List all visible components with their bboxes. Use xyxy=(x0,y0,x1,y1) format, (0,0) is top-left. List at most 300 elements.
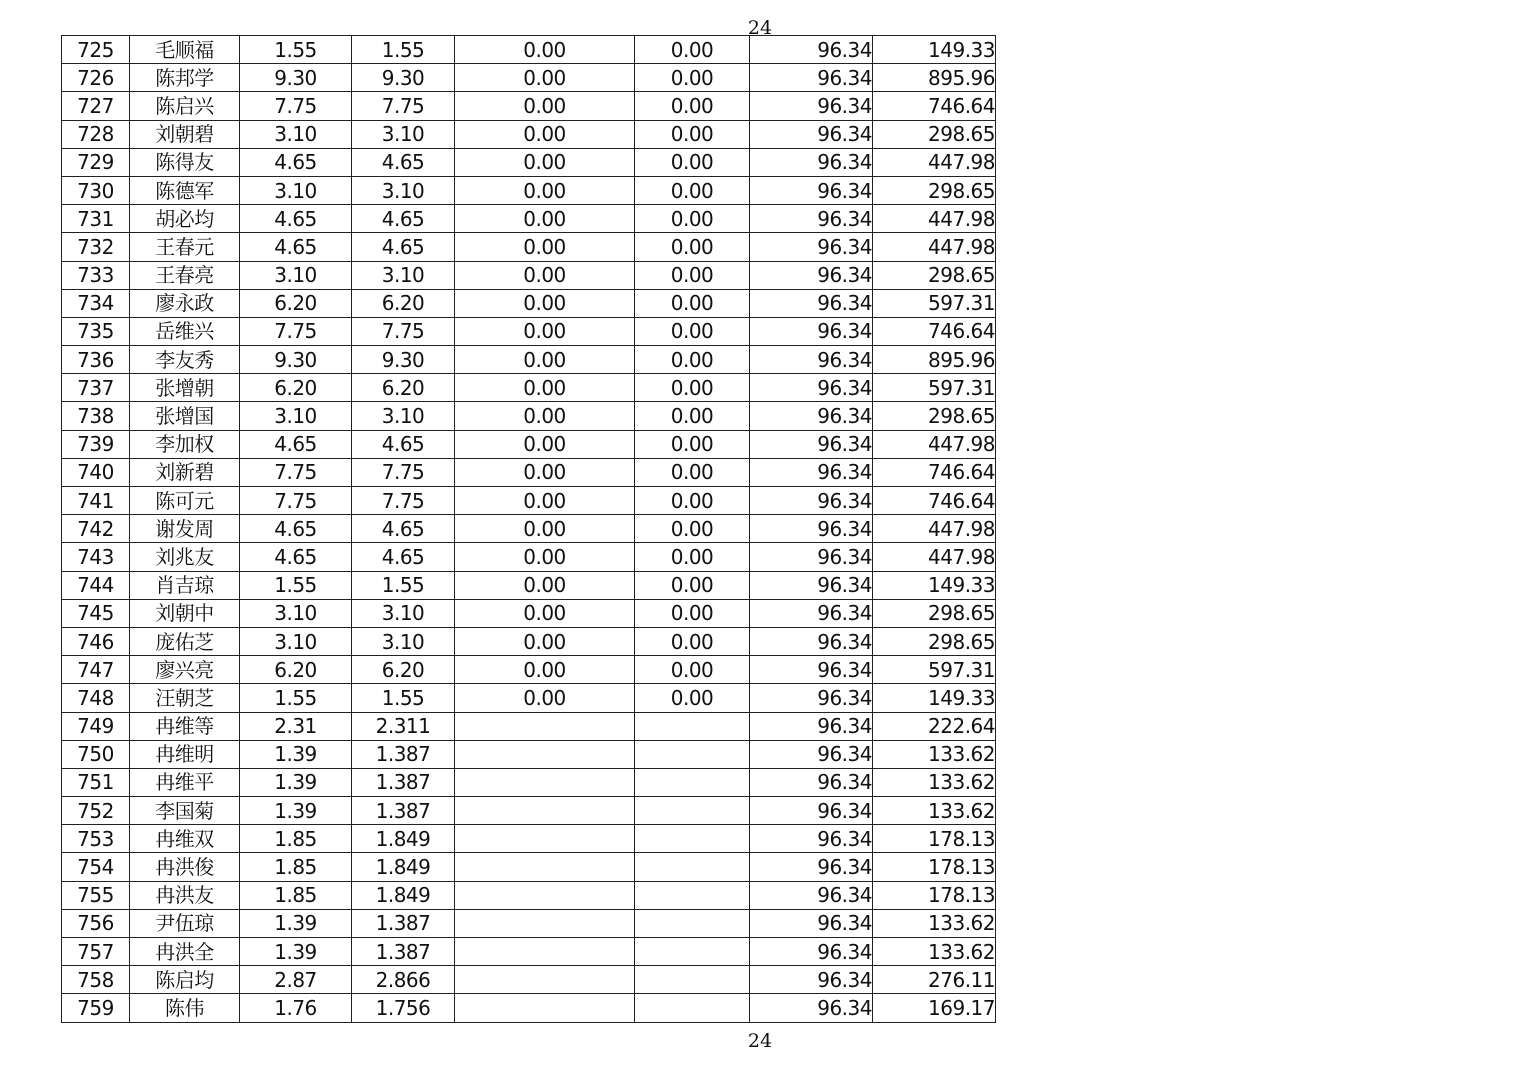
name-cell: 刘兆友 xyxy=(130,543,240,571)
row-number: 739 xyxy=(62,430,130,458)
rate-cell: 96.34 xyxy=(750,317,873,345)
value-cell-1: 1.85 xyxy=(240,825,352,853)
rate-cell: 96.34 xyxy=(750,205,873,233)
amount-cell: 178.13 xyxy=(873,881,996,909)
value-cell-3: 0.00 xyxy=(455,261,635,289)
value-cell-2: 3.10 xyxy=(352,261,455,289)
value-cell-4: 0.00 xyxy=(635,36,750,64)
rate-cell: 96.34 xyxy=(750,346,873,374)
value-cell-2: 4.65 xyxy=(352,430,455,458)
row-number: 757 xyxy=(62,938,130,966)
value-cell-4 xyxy=(635,994,750,1022)
value-cell-4 xyxy=(635,712,750,740)
amount-cell: 133.62 xyxy=(873,938,996,966)
value-cell-3: 0.00 xyxy=(455,599,635,627)
row-number: 732 xyxy=(62,233,130,261)
value-cell-2: 7.75 xyxy=(352,92,455,120)
table-row xyxy=(62,966,996,994)
amount-cell: 276.11 xyxy=(873,966,996,994)
row-number: 744 xyxy=(62,571,130,599)
value-cell-1: 1.55 xyxy=(240,36,352,64)
row-number: 731 xyxy=(62,205,130,233)
value-cell-3: 0.00 xyxy=(455,684,635,712)
value-cell-2: 4.65 xyxy=(352,233,455,261)
value-cell-2: 4.65 xyxy=(352,515,455,543)
value-cell-2: 3.10 xyxy=(352,627,455,655)
value-cell-1: 9.30 xyxy=(240,346,352,374)
value-cell-3: 0.00 xyxy=(455,515,635,543)
value-cell-4 xyxy=(635,881,750,909)
table-row xyxy=(62,205,996,233)
value-cell-1: 1.39 xyxy=(240,768,352,796)
value-cell-1: 3.10 xyxy=(240,120,352,148)
value-cell-1: 3.10 xyxy=(240,176,352,204)
value-cell-1: 6.20 xyxy=(240,374,352,402)
value-cell-3: 0.00 xyxy=(455,346,635,374)
rate-cell: 96.34 xyxy=(750,938,873,966)
value-cell-3: 0.00 xyxy=(455,656,635,684)
data-table xyxy=(61,35,996,1023)
table-row xyxy=(62,938,996,966)
name-cell: 冉洪俊 xyxy=(130,853,240,881)
value-cell-4: 0.00 xyxy=(635,430,750,458)
value-cell-2: 4.65 xyxy=(352,543,455,571)
value-cell-4: 0.00 xyxy=(635,374,750,402)
amount-cell: 169.17 xyxy=(873,994,996,1022)
rate-cell: 96.34 xyxy=(750,881,873,909)
value-cell-1: 7.75 xyxy=(240,487,352,515)
table-row xyxy=(62,176,996,204)
amount-cell: 895.96 xyxy=(873,346,996,374)
amount-cell: 447.98 xyxy=(873,233,996,261)
name-cell: 廖兴亮 xyxy=(130,656,240,684)
value-cell-1: 2.31 xyxy=(240,712,352,740)
amount-cell: 746.64 xyxy=(873,92,996,120)
row-number: 736 xyxy=(62,346,130,374)
table-row xyxy=(62,120,996,148)
value-cell-2: 1.55 xyxy=(352,684,455,712)
table-row xyxy=(62,712,996,740)
name-cell: 冉维平 xyxy=(130,768,240,796)
value-cell-2: 1.387 xyxy=(352,909,455,937)
value-cell-1: 1.85 xyxy=(240,881,352,909)
table-row xyxy=(62,853,996,881)
value-cell-1: 1.55 xyxy=(240,684,352,712)
table-row xyxy=(62,458,996,486)
value-cell-4: 0.00 xyxy=(635,599,750,627)
value-cell-1: 1.85 xyxy=(240,853,352,881)
row-number: 727 xyxy=(62,92,130,120)
amount-cell: 298.65 xyxy=(873,120,996,148)
table-row xyxy=(62,627,996,655)
table-row xyxy=(62,797,996,825)
value-cell-1: 6.20 xyxy=(240,656,352,684)
name-cell: 王春亮 xyxy=(130,261,240,289)
row-number: 740 xyxy=(62,458,130,486)
table-row xyxy=(62,994,996,1022)
value-cell-2: 6.20 xyxy=(352,656,455,684)
name-cell: 肖吉琼 xyxy=(130,571,240,599)
rate-cell: 96.34 xyxy=(750,656,873,684)
value-cell-4: 0.00 xyxy=(635,233,750,261)
value-cell-2: 3.10 xyxy=(352,176,455,204)
table-row xyxy=(62,148,996,176)
row-number: 753 xyxy=(62,825,130,853)
value-cell-3: 0.00 xyxy=(455,120,635,148)
value-cell-3: 0.00 xyxy=(455,402,635,430)
table-row xyxy=(62,346,996,374)
row-number: 755 xyxy=(62,881,130,909)
amount-cell: 298.65 xyxy=(873,176,996,204)
amount-cell: 178.13 xyxy=(873,825,996,853)
name-cell: 谢发周 xyxy=(130,515,240,543)
name-cell: 张增朝 xyxy=(130,374,240,402)
amount-cell: 746.64 xyxy=(873,317,996,345)
rate-cell: 96.34 xyxy=(750,233,873,261)
value-cell-2: 1.387 xyxy=(352,768,455,796)
value-cell-1: 1.76 xyxy=(240,994,352,1022)
table-body xyxy=(62,36,996,1023)
name-cell: 陈启均 xyxy=(130,966,240,994)
value-cell-3 xyxy=(455,881,635,909)
table-row xyxy=(62,374,996,402)
value-cell-1: 6.20 xyxy=(240,289,352,317)
value-cell-1: 1.39 xyxy=(240,909,352,937)
value-cell-4: 0.00 xyxy=(635,120,750,148)
name-cell: 胡必均 xyxy=(130,205,240,233)
value-cell-2: 3.10 xyxy=(352,120,455,148)
value-cell-4: 0.00 xyxy=(635,543,750,571)
value-cell-3: 0.00 xyxy=(455,458,635,486)
name-cell: 冉维明 xyxy=(130,740,240,768)
table-row xyxy=(62,233,996,261)
rate-cell: 96.34 xyxy=(750,374,873,402)
value-cell-1: 3.10 xyxy=(240,261,352,289)
value-cell-4 xyxy=(635,768,750,796)
value-cell-2: 3.10 xyxy=(352,599,455,627)
rate-cell: 96.34 xyxy=(750,599,873,627)
value-cell-2: 6.20 xyxy=(352,289,455,317)
value-cell-4 xyxy=(635,938,750,966)
value-cell-3: 0.00 xyxy=(455,64,635,92)
value-cell-3: 0.00 xyxy=(455,233,635,261)
value-cell-4 xyxy=(635,966,750,994)
value-cell-4 xyxy=(635,797,750,825)
rate-cell: 96.34 xyxy=(750,176,873,204)
amount-cell: 149.33 xyxy=(873,36,996,64)
table-row xyxy=(62,571,996,599)
rate-cell: 96.34 xyxy=(750,853,873,881)
value-cell-1: 7.75 xyxy=(240,317,352,345)
row-number: 737 xyxy=(62,374,130,402)
value-cell-4 xyxy=(635,740,750,768)
value-cell-2: 4.65 xyxy=(352,205,455,233)
name-cell: 刘朝中 xyxy=(130,599,240,627)
name-cell: 李友秀 xyxy=(130,346,240,374)
page-number-top: 24 xyxy=(747,17,773,39)
rate-cell: 96.34 xyxy=(750,64,873,92)
value-cell-4: 0.00 xyxy=(635,684,750,712)
value-cell-3: 0.00 xyxy=(455,148,635,176)
value-cell-1: 4.65 xyxy=(240,205,352,233)
rate-cell: 96.34 xyxy=(750,402,873,430)
value-cell-1: 3.10 xyxy=(240,402,352,430)
amount-cell: 133.62 xyxy=(873,909,996,937)
name-cell: 庞佑芝 xyxy=(130,627,240,655)
rate-cell: 96.34 xyxy=(750,740,873,768)
value-cell-3: 0.00 xyxy=(455,627,635,655)
row-number: 758 xyxy=(62,966,130,994)
table-row xyxy=(62,402,996,430)
value-cell-2: 9.30 xyxy=(352,64,455,92)
value-cell-4: 0.00 xyxy=(635,571,750,599)
amount-cell: 298.65 xyxy=(873,261,996,289)
table-row xyxy=(62,825,996,853)
page-number-bottom: 24 xyxy=(747,1030,773,1052)
row-number: 738 xyxy=(62,402,130,430)
row-number: 729 xyxy=(62,148,130,176)
name-cell: 陈邦学 xyxy=(130,64,240,92)
rate-cell: 96.34 xyxy=(750,92,873,120)
amount-cell: 178.13 xyxy=(873,853,996,881)
value-cell-3 xyxy=(455,797,635,825)
value-cell-1: 1.39 xyxy=(240,797,352,825)
row-number: 742 xyxy=(62,515,130,543)
name-cell: 冉维等 xyxy=(130,712,240,740)
name-cell: 陈得友 xyxy=(130,148,240,176)
row-number: 752 xyxy=(62,797,130,825)
table-row xyxy=(62,92,996,120)
value-cell-3 xyxy=(455,740,635,768)
value-cell-2: 1.849 xyxy=(352,853,455,881)
rate-cell: 96.34 xyxy=(750,289,873,317)
value-cell-4: 0.00 xyxy=(635,148,750,176)
amount-cell: 447.98 xyxy=(873,205,996,233)
rate-cell: 96.34 xyxy=(750,515,873,543)
table-row xyxy=(62,656,996,684)
name-cell: 刘新碧 xyxy=(130,458,240,486)
value-cell-1: 4.65 xyxy=(240,543,352,571)
rate-cell: 96.34 xyxy=(750,627,873,655)
value-cell-3 xyxy=(455,938,635,966)
value-cell-3: 0.00 xyxy=(455,36,635,64)
amount-cell: 149.33 xyxy=(873,684,996,712)
value-cell-4: 0.00 xyxy=(635,346,750,374)
amount-cell: 133.62 xyxy=(873,768,996,796)
row-number: 759 xyxy=(62,994,130,1022)
value-cell-3: 0.00 xyxy=(455,543,635,571)
rate-cell: 96.34 xyxy=(750,684,873,712)
amount-cell: 298.65 xyxy=(873,599,996,627)
rate-cell: 96.34 xyxy=(750,994,873,1022)
value-cell-1: 1.39 xyxy=(240,938,352,966)
value-cell-1: 3.10 xyxy=(240,599,352,627)
table-row xyxy=(62,768,996,796)
value-cell-2: 1.756 xyxy=(352,994,455,1022)
name-cell: 李加权 xyxy=(130,430,240,458)
row-number: 730 xyxy=(62,176,130,204)
amount-cell: 133.62 xyxy=(873,797,996,825)
amount-cell: 222.64 xyxy=(873,712,996,740)
value-cell-3: 0.00 xyxy=(455,487,635,515)
value-cell-3: 0.00 xyxy=(455,205,635,233)
value-cell-4: 0.00 xyxy=(635,317,750,345)
row-number: 734 xyxy=(62,289,130,317)
row-number: 747 xyxy=(62,656,130,684)
value-cell-3: 0.00 xyxy=(455,176,635,204)
table-row xyxy=(62,599,996,627)
row-number: 726 xyxy=(62,64,130,92)
value-cell-1: 1.55 xyxy=(240,571,352,599)
rate-cell: 96.34 xyxy=(750,261,873,289)
value-cell-3 xyxy=(455,825,635,853)
value-cell-4: 0.00 xyxy=(635,487,750,515)
rate-cell: 96.34 xyxy=(750,712,873,740)
value-cell-1: 7.75 xyxy=(240,458,352,486)
rate-cell: 96.34 xyxy=(750,430,873,458)
rate-cell: 96.34 xyxy=(750,797,873,825)
value-cell-2: 6.20 xyxy=(352,374,455,402)
value-cell-4: 0.00 xyxy=(635,458,750,486)
value-cell-4: 0.00 xyxy=(635,515,750,543)
value-cell-2: 2.311 xyxy=(352,712,455,740)
rate-cell: 96.34 xyxy=(750,909,873,937)
table-row xyxy=(62,740,996,768)
value-cell-1: 4.65 xyxy=(240,430,352,458)
amount-cell: 447.98 xyxy=(873,515,996,543)
name-cell: 王春元 xyxy=(130,233,240,261)
value-cell-3: 0.00 xyxy=(455,317,635,345)
rate-cell: 96.34 xyxy=(750,148,873,176)
name-cell: 陈伟 xyxy=(130,994,240,1022)
value-cell-1: 9.30 xyxy=(240,64,352,92)
name-cell: 李国菊 xyxy=(130,797,240,825)
value-cell-4: 0.00 xyxy=(635,64,750,92)
value-cell-4: 0.00 xyxy=(635,402,750,430)
table-row xyxy=(62,543,996,571)
value-cell-3: 0.00 xyxy=(455,92,635,120)
name-cell: 陈德军 xyxy=(130,176,240,204)
name-cell: 陈启兴 xyxy=(130,92,240,120)
table-row xyxy=(62,289,996,317)
value-cell-3: 0.00 xyxy=(455,430,635,458)
row-number: 750 xyxy=(62,740,130,768)
value-cell-2: 1.55 xyxy=(352,36,455,64)
value-cell-2: 1.387 xyxy=(352,740,455,768)
value-cell-4: 0.00 xyxy=(635,92,750,120)
row-number: 728 xyxy=(62,120,130,148)
row-number: 735 xyxy=(62,317,130,345)
table-row xyxy=(62,684,996,712)
rate-cell: 96.34 xyxy=(750,571,873,599)
value-cell-4 xyxy=(635,825,750,853)
amount-cell: 597.31 xyxy=(873,374,996,402)
value-cell-2: 3.10 xyxy=(352,402,455,430)
amount-cell: 447.98 xyxy=(873,148,996,176)
value-cell-2: 7.75 xyxy=(352,458,455,486)
value-cell-2: 1.55 xyxy=(352,571,455,599)
name-cell: 汪朝芝 xyxy=(130,684,240,712)
row-number: 743 xyxy=(62,543,130,571)
name-cell: 张增国 xyxy=(130,402,240,430)
value-cell-2: 9.30 xyxy=(352,346,455,374)
name-cell: 冉洪友 xyxy=(130,881,240,909)
name-cell: 刘朝碧 xyxy=(130,120,240,148)
value-cell-2: 7.75 xyxy=(352,317,455,345)
value-cell-2: 1.387 xyxy=(352,938,455,966)
value-cell-2: 1.849 xyxy=(352,881,455,909)
amount-cell: 447.98 xyxy=(873,543,996,571)
table-row xyxy=(62,487,996,515)
value-cell-4: 0.00 xyxy=(635,627,750,655)
table-row xyxy=(62,430,996,458)
table-row xyxy=(62,909,996,937)
row-number: 746 xyxy=(62,627,130,655)
name-cell: 尹伍琼 xyxy=(130,909,240,937)
rate-cell: 96.34 xyxy=(750,120,873,148)
name-cell: 陈可元 xyxy=(130,487,240,515)
name-cell: 廖永政 xyxy=(130,289,240,317)
row-number: 754 xyxy=(62,853,130,881)
rate-cell: 96.34 xyxy=(750,458,873,486)
table-row xyxy=(62,36,996,64)
row-number: 751 xyxy=(62,768,130,796)
rate-cell: 96.34 xyxy=(750,543,873,571)
amount-cell: 447.98 xyxy=(873,430,996,458)
value-cell-2: 4.65 xyxy=(352,148,455,176)
amount-cell: 298.65 xyxy=(873,627,996,655)
value-cell-4 xyxy=(635,909,750,937)
value-cell-4: 0.00 xyxy=(635,205,750,233)
name-cell: 冉洪全 xyxy=(130,938,240,966)
row-number: 741 xyxy=(62,487,130,515)
amount-cell: 597.31 xyxy=(873,656,996,684)
value-cell-3 xyxy=(455,994,635,1022)
table-row xyxy=(62,261,996,289)
value-cell-1: 4.65 xyxy=(240,233,352,261)
value-cell-4 xyxy=(635,853,750,881)
amount-cell: 746.64 xyxy=(873,487,996,515)
rate-cell: 96.34 xyxy=(750,768,873,796)
value-cell-3: 0.00 xyxy=(455,571,635,599)
rate-cell: 96.34 xyxy=(750,36,873,64)
rate-cell: 96.34 xyxy=(750,487,873,515)
value-cell-3 xyxy=(455,768,635,796)
amount-cell: 133.62 xyxy=(873,740,996,768)
name-cell: 岳维兴 xyxy=(130,317,240,345)
value-cell-1: 2.87 xyxy=(240,966,352,994)
value-cell-4: 0.00 xyxy=(635,289,750,317)
row-number: 749 xyxy=(62,712,130,740)
value-cell-2: 1.849 xyxy=(352,825,455,853)
amount-cell: 746.64 xyxy=(873,458,996,486)
rate-cell: 96.34 xyxy=(750,966,873,994)
table-row xyxy=(62,64,996,92)
value-cell-1: 7.75 xyxy=(240,92,352,120)
table-row xyxy=(62,881,996,909)
value-cell-3: 0.00 xyxy=(455,289,635,317)
amount-cell: 895.96 xyxy=(873,64,996,92)
rate-cell: 96.34 xyxy=(750,825,873,853)
name-cell: 冉维双 xyxy=(130,825,240,853)
value-cell-3 xyxy=(455,853,635,881)
row-number: 745 xyxy=(62,599,130,627)
amount-cell: 597.31 xyxy=(873,289,996,317)
table-row xyxy=(62,515,996,543)
amount-cell: 298.65 xyxy=(873,402,996,430)
row-number: 733 xyxy=(62,261,130,289)
value-cell-3: 0.00 xyxy=(455,374,635,402)
